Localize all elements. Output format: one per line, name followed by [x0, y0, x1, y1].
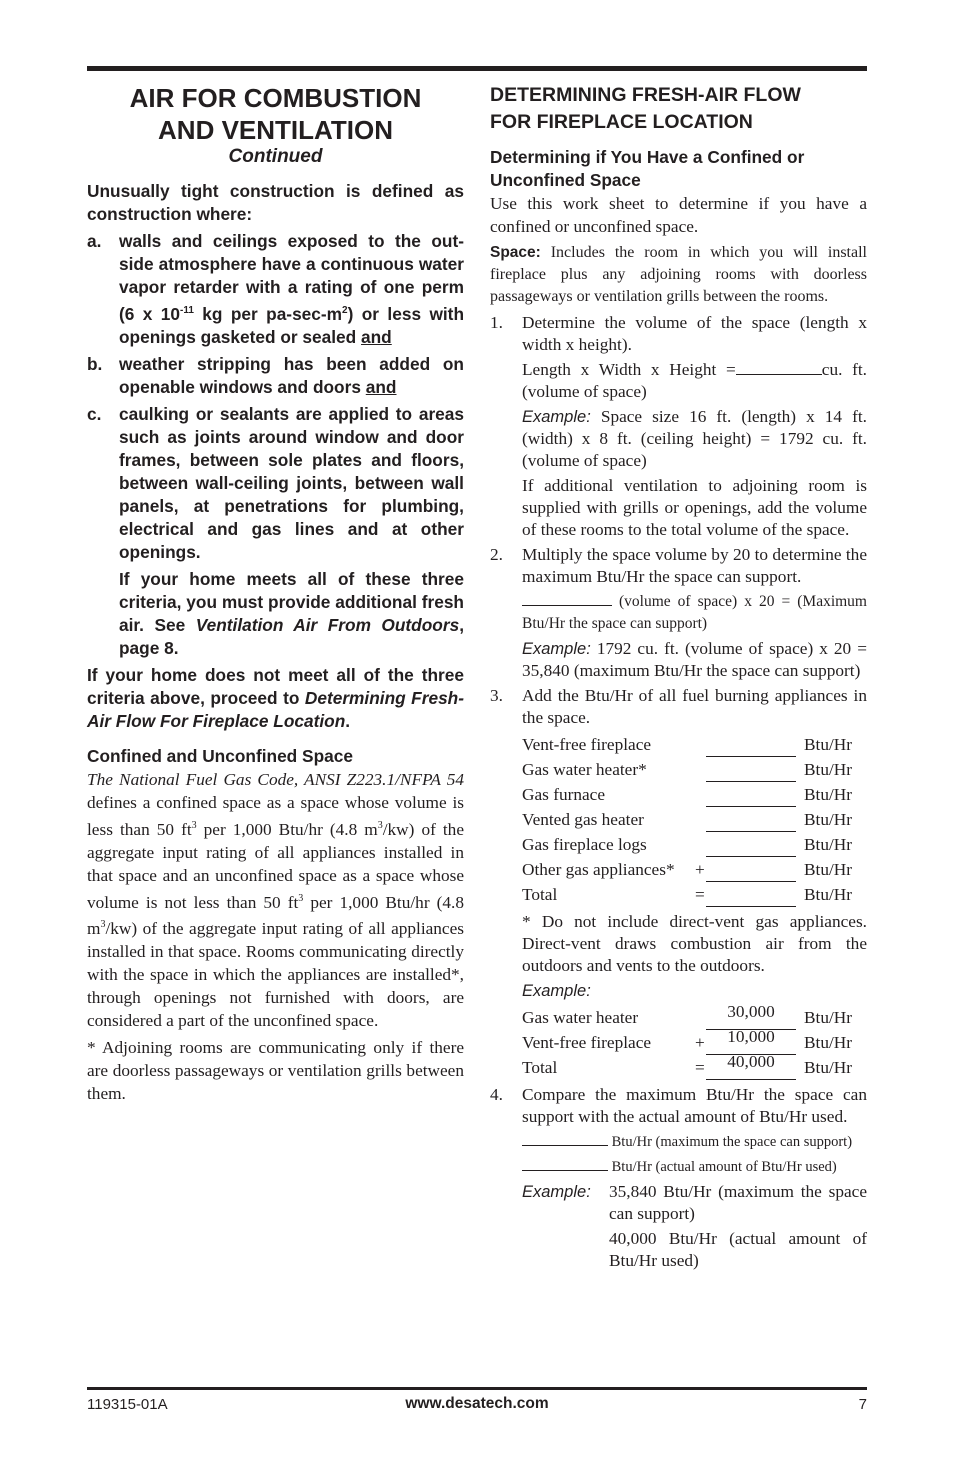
footnote-paragraph: * Adjoining rooms are communicating only if there are doorless passageways or ventilation grills between them.	[87, 1038, 464, 1104]
text-run: If your home does not meet all of the three criteria above, proceed to	[87, 664, 464, 708]
step-3	[490, 685, 867, 729]
tight-construction-intro: Unusually tight construction is defined as construction where:	[87, 181, 464, 224]
list-item-a	[87, 230, 464, 349]
text-run: (volume of space) x 20 = (Maximum Btu/Hr the space can support)	[522, 593, 867, 632]
blank-field	[522, 1131, 608, 1146]
text-run: per 1,000 Btu/hr (4.8 m	[196, 819, 378, 839]
table-row	[522, 807, 867, 832]
text-run: Space size 16 ft. (length) x 14 ft. (width) x 8 ft. (ceiling height) = 1792 cu. ft. (volume of space)	[522, 407, 867, 470]
table-row	[522, 1027, 867, 1055]
row-unit: Btu/Hr	[804, 735, 853, 754]
step-marker: 2.	[490, 545, 503, 564]
text-run: Btu/Hr (maximum the space can support)	[611, 1134, 853, 1150]
row-label: Gas fireplace logs	[522, 835, 647, 854]
row-value: 40,000	[727, 1052, 775, 1071]
list-item-c	[87, 403, 464, 564]
page-title	[87, 82, 464, 146]
step-text: Compare the maximum Btu/Hr the space can support with the actual amount of Btu/Hr used.	[522, 1085, 867, 1126]
superscript: 3	[100, 919, 106, 931]
criteria-paragraph	[87, 568, 464, 660]
row-unit: Btu/Hr	[804, 760, 853, 779]
table-row	[522, 782, 867, 807]
table-row	[522, 832, 867, 857]
list-item-text	[119, 230, 464, 349]
list-item-text	[119, 353, 464, 399]
superscript: 3	[191, 819, 197, 831]
row-label: Vented gas heater	[522, 810, 644, 829]
row-unit: Btu/Hr	[804, 810, 853, 829]
row-label: Vent-free fireplace	[522, 1033, 652, 1052]
text-run: cu. ft. (volume of space)	[522, 360, 868, 401]
subheading-line-1: Determining if You Have a Confined or	[490, 147, 805, 167]
text-run: 40,000 Btu/Hr (actual amount of Btu/Hr used)	[609, 1229, 867, 1270]
confined-heading: Confined and Unconfined Space	[87, 745, 353, 766]
row-operator: =	[695, 1058, 705, 1077]
text-run: 1792 cu. ft. (volume of space) x 20 = 35,840 (maximum Btu/Hr the space can support)	[522, 639, 867, 680]
superscript: -11	[180, 305, 194, 316]
step-marker: 1.	[490, 313, 503, 332]
spacer	[522, 1228, 609, 1272]
step-4-line-1	[490, 1131, 867, 1153]
step-text: Add the Btu/Hr of all fuel burning appliances in the space.	[522, 686, 867, 727]
blank-field	[706, 862, 796, 882]
bottom-rule	[87, 1387, 867, 1390]
table-row	[522, 732, 867, 757]
text-run: /kw) of the aggregate input rating of all appliances installed in that space. Rooms communicating directly with the space in which the appliances are installed*, through openings not furnished with doors, are considered a part of the unconfined space.	[87, 919, 464, 1031]
text-run: 35,840 Btu/Hr (maximum the space can support)	[609, 1182, 867, 1223]
list-marker: b.	[87, 353, 103, 374]
row-value: 10,000	[727, 1027, 775, 1046]
step-4-example-1	[490, 1181, 867, 1225]
step-marker: 3.	[490, 686, 503, 705]
row-label: Vent-free fireplace	[522, 735, 652, 754]
page-number: 7	[858, 1396, 867, 1413]
text-run: If your home meets all of these three criteria, you must provide additional fresh air. See	[119, 568, 464, 635]
blank-field	[736, 360, 822, 375]
text-run: kg per pa-sec-m	[193, 303, 343, 324]
example-heading	[490, 980, 867, 1002]
text-run: walls and ceilings exposed to the out-side atmosphere have a continuous water vapor retarder with a rating of one perm (6 x 10	[119, 231, 464, 324]
step-1-note: If additional ventilation to adjoining room is supplied with grills or openings, add the volume of these rooms to the total volume of the space.	[522, 476, 867, 539]
text-run: per 1,000 Btu/hr (4.8 m	[87, 892, 464, 939]
example-label: Example:	[522, 982, 591, 1000]
superscript: 3	[377, 819, 383, 831]
blank-field	[706, 887, 796, 907]
example-label: Example:	[522, 640, 591, 658]
value-field	[706, 1052, 796, 1080]
step-text: Multiply the space volume by 20 to determine the maximum Btu/Hr the space can support.	[522, 545, 867, 586]
step-2-formula	[490, 591, 867, 635]
blank-field	[706, 812, 796, 832]
example-label: Example:	[522, 408, 591, 426]
cross-reference: Ventilation Air From Outdoors	[195, 614, 460, 635]
text-run: ) or less with openings gasketed or sealed	[119, 303, 464, 347]
step-2	[490, 544, 867, 588]
superscript: 3	[298, 892, 304, 904]
table-row	[522, 857, 867, 882]
row-unit: Btu/Hr	[804, 1058, 853, 1077]
page-subtitle: Continued	[228, 146, 323, 167]
subheading-line-2: Unconfined Space	[490, 170, 641, 190]
title-line-1: AIR FOR COMBUSTION	[129, 83, 422, 113]
superscript: 2	[342, 305, 348, 316]
row-operator: =	[695, 885, 705, 904]
list-marker: a.	[87, 231, 102, 251]
text-run: Length x Width x Height =	[522, 360, 736, 379]
text-run: Btu/Hr (actual amount of Btu/Hr used)	[611, 1159, 837, 1175]
list-marker: c.	[87, 403, 102, 424]
row-unit: Btu/Hr	[804, 835, 853, 854]
row-operator: +	[695, 1033, 705, 1052]
text-run: .	[345, 710, 351, 731]
step-1-formula	[490, 359, 867, 403]
blank-field	[522, 1156, 608, 1171]
not-meet-paragraph	[87, 664, 464, 733]
step-marker: 4.	[490, 1085, 503, 1104]
heading-line-1: DETERMINING FRESH-AIR FLOW	[490, 84, 801, 106]
list-item-b	[87, 353, 464, 399]
blank-field	[522, 591, 612, 606]
appliance-table	[490, 732, 867, 907]
text-run: Includes the room in which you will install fireplace plus any adjoining rooms with doorless passageways or ventilation grills between the rooms.	[490, 244, 867, 305]
blank-field	[706, 787, 796, 807]
code-reference: The National Fuel Gas Code, ANSI Z223.1/NFPA 54	[87, 769, 464, 789]
blank-field	[706, 737, 796, 757]
section-heading	[490, 82, 867, 136]
right-column	[490, 80, 867, 1272]
row-unit: Btu/Hr	[804, 1008, 853, 1027]
doc-number: 119315-01A	[87, 1396, 168, 1413]
row-operator: +	[695, 860, 705, 879]
step-4-line-2	[490, 1156, 867, 1178]
subheading	[490, 146, 867, 192]
text-run: defines a confined space as a space whose volume is less than 50 ft	[87, 792, 464, 839]
row-value: 30,000	[727, 1002, 775, 1021]
step-3-note: * Do not include direct-vent gas appliances. Direct-vent draws combustion air from the outdoors and vents to the outdoors.	[522, 912, 867, 975]
heading-line-2: FOR FIREPLACE LOCATION	[490, 111, 753, 133]
website-link[interactable]: www.desatech.com	[405, 1395, 549, 1412]
example-label: Example:	[522, 1183, 591, 1201]
list-item-text: caulking or sealants are applied to areas such as joints around window and door frames, between sole plates and floors, between wall-ceiling joints, between wall panels, at penetrations for plumbing, electrical and gas lines and at other openings.	[119, 403, 464, 562]
table-row	[522, 882, 867, 907]
row-unit: Btu/Hr	[804, 1033, 853, 1052]
top-rule	[87, 66, 867, 71]
table-row	[522, 757, 867, 782]
underlined-and: and	[361, 326, 392, 347]
row-label: Total	[522, 1058, 558, 1077]
row-label: Gas water heater*	[522, 760, 647, 779]
space-label: Space:	[490, 244, 541, 261]
step-1	[490, 312, 867, 356]
row-label: Total	[522, 885, 558, 904]
step-text: Determine the volume of the space (length x width x height).	[522, 313, 867, 354]
step-1-example	[490, 406, 867, 472]
text-run: /kw) of the aggregate input rating of all appliances installed in that space and an unconfined space as a space whose volume is not less than 50 ft	[87, 819, 464, 912]
step-2-example	[490, 638, 867, 682]
row-unit: Btu/Hr	[804, 785, 853, 804]
table-row	[522, 1002, 867, 1030]
left-column	[87, 80, 464, 1109]
row-label: Other gas appliances*	[522, 860, 675, 879]
text-run: , page 8.	[119, 614, 465, 658]
underlined-and: and	[365, 376, 397, 397]
cross-reference: Determining Fresh-Air Flow For Fireplace Location	[87, 687, 464, 731]
row-unit: Btu/Hr	[804, 860, 853, 879]
example-table	[490, 1002, 867, 1080]
step-4	[490, 1084, 867, 1128]
row-label: Gas water heater	[522, 1008, 639, 1027]
blank-field	[706, 837, 796, 857]
blank-field	[706, 762, 796, 782]
row-label: Gas furnace	[522, 785, 605, 804]
step-4-example-2	[490, 1228, 867, 1272]
space-definition	[490, 242, 867, 308]
row-unit: Btu/Hr	[804, 885, 853, 904]
text-run: weather stripping has been added on openable windows and doors	[119, 353, 464, 397]
code-definition-paragraph	[87, 768, 464, 1032]
title-line-2: AND VENTILATION	[158, 115, 393, 145]
table-row	[522, 1052, 867, 1080]
worksheet-intro: Use this work sheet to determine if you have a confined or unconfined space.	[490, 194, 867, 236]
